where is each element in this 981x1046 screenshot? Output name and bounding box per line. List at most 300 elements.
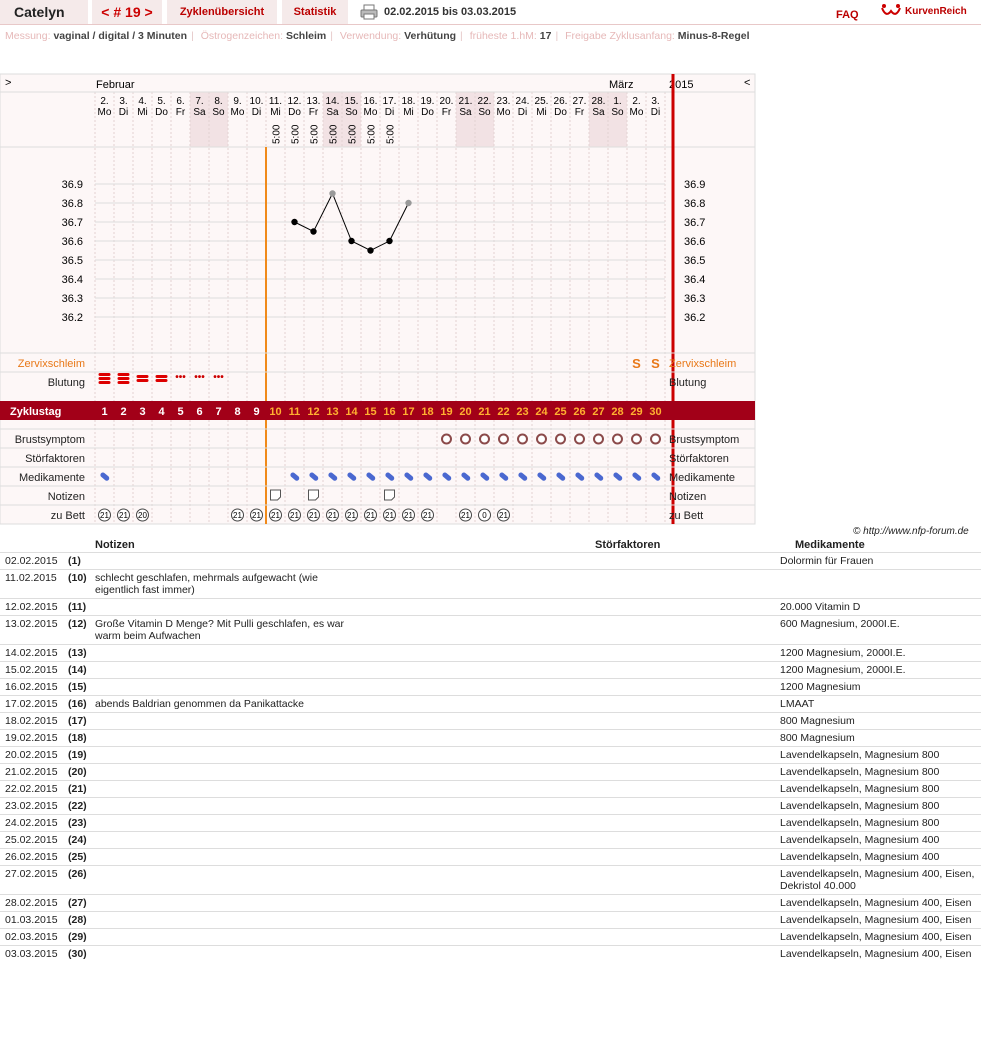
row-label: Blutung xyxy=(47,377,85,389)
tab-cycle-overview[interactable]: Zyklenübersicht xyxy=(167,0,277,24)
cycle-day-number: 1 xyxy=(101,406,108,418)
info-value: Verhütung xyxy=(404,30,457,42)
bedtime-value: 21 xyxy=(119,511,128,520)
row-label: Zervixschleim xyxy=(17,358,85,370)
time-label: 5:00 xyxy=(328,124,340,144)
cycle-day-number: 30 xyxy=(649,406,662,418)
y-tick-label: 36.5 xyxy=(61,255,83,267)
table-row xyxy=(0,945,981,963)
weekday-label: Fr xyxy=(574,107,585,118)
bedtime-value: 21 xyxy=(290,511,299,520)
table-row xyxy=(0,661,981,679)
bleeding-icon xyxy=(99,381,111,384)
row-label: Notizen xyxy=(47,491,85,503)
row-medication: Lavendelkapseln, Magnesium 400, Eisen xyxy=(780,914,972,926)
row-note: schlecht geschlafen, mehrmals aufgewacht (wie eigentlich fast immer) xyxy=(95,572,318,596)
temperature-point xyxy=(329,190,335,196)
row-note: abends Baldrian genommen da Panikattacke xyxy=(95,698,304,710)
weekday-label: Sa xyxy=(326,107,339,118)
row-medication: LMAAT xyxy=(780,698,815,710)
date-label: 5. xyxy=(157,96,166,107)
cycle-day-number: 21 xyxy=(478,406,491,418)
row-cycle-day: (14) xyxy=(68,664,87,676)
weekday-label: Sa xyxy=(193,107,206,118)
y-tick-label: 36.9 xyxy=(61,179,83,191)
weekday-label: Mo xyxy=(363,107,378,118)
cycle-day-number: 11 xyxy=(288,406,301,418)
month-label: März xyxy=(609,79,634,91)
date-label: 2. xyxy=(100,96,109,107)
cycle-day-number: 22 xyxy=(497,406,510,418)
row-date: 13.02.2015 xyxy=(5,618,58,630)
row-cycle-day: (1) xyxy=(68,555,81,567)
cycle-day-number: 7 xyxy=(215,406,222,418)
row-medication: Dolormin für Frauen xyxy=(780,555,874,567)
row-medication: Lavendelkapseln, Magnesium 800 xyxy=(780,800,940,812)
table-row xyxy=(0,644,981,662)
table-row xyxy=(0,695,981,713)
info-value: 17 xyxy=(539,30,552,42)
note-icon xyxy=(385,490,395,500)
row-label: zu Bett xyxy=(50,510,85,522)
date-label: 8. xyxy=(214,96,223,107)
row-date: 03.03.2015 xyxy=(5,948,58,960)
info-key: Verwendung: xyxy=(339,30,402,42)
y-tick-label: 36.2 xyxy=(61,312,83,324)
top-bar xyxy=(0,0,981,25)
cycle-day-number: 24 xyxy=(535,406,548,418)
row-cycle-day: (22) xyxy=(68,800,87,812)
table-row xyxy=(0,712,981,730)
cycle-day-number: 10 xyxy=(269,406,282,418)
date-label: 4. xyxy=(138,96,147,107)
bedtime-value: 21 xyxy=(347,511,356,520)
cycle-day-number: 23 xyxy=(516,406,529,418)
row-cycle-day: (24) xyxy=(68,834,87,846)
bedtime-value: 21 xyxy=(100,511,109,520)
breast-symptom-icon xyxy=(556,435,565,444)
row-date: 21.02.2015 xyxy=(5,766,58,778)
bedtime-value: 21 xyxy=(271,511,280,520)
cycle-day-number: 20 xyxy=(459,406,472,418)
logo-text[interactable]: KurvenReich xyxy=(905,6,967,17)
date-label: 18. xyxy=(401,96,416,107)
breast-symptom-icon xyxy=(480,435,489,444)
weekday-label: Fr xyxy=(441,107,452,118)
row-medication: Lavendelkapseln, Magnesium 800 xyxy=(780,783,940,795)
row-medication: Lavendelkapseln, Magnesium 400, Eisen, Dekristol 40.000 xyxy=(780,868,975,892)
row-medication: Lavendelkapseln, Magnesium 400, Eisen xyxy=(780,897,972,909)
temperature-point xyxy=(291,219,297,225)
date-label: 22. xyxy=(477,96,492,107)
y-tick-label: 36.6 xyxy=(61,236,83,248)
row-date: 20.02.2015 xyxy=(5,749,58,761)
bedtime-value: 21 xyxy=(366,511,375,520)
y-tick-label: 36.2 xyxy=(684,312,706,324)
cycle-day-number: 26 xyxy=(573,406,586,418)
table-row xyxy=(0,848,981,866)
row-medication: 800 Magnesium xyxy=(780,732,855,744)
bedtime-value: 21 xyxy=(385,511,394,520)
row-medication: Lavendelkapseln, Magnesium 400, Eisen xyxy=(780,931,972,943)
table-row xyxy=(0,894,981,912)
row-medication: Lavendelkapseln, Magnesium 800 xyxy=(780,766,940,778)
date-label: 7. xyxy=(195,96,204,107)
row-date: 14.02.2015 xyxy=(5,647,58,659)
weekday-label: Mo xyxy=(496,107,511,118)
row-cycle-day: (27) xyxy=(68,897,87,909)
date-label: 25. xyxy=(534,96,549,107)
bleeding-spot-icon: ••• xyxy=(175,372,186,383)
date-label: 12. xyxy=(287,96,302,107)
row-cycle-day: (13) xyxy=(68,647,87,659)
cycle-day-number: 29 xyxy=(630,406,643,418)
bedtime-value: 21 xyxy=(233,511,242,520)
row-date: 01.03.2015 xyxy=(5,914,58,926)
row-medication: 1200 Magnesium, 2000I.E. xyxy=(780,647,906,659)
weekday-label: Di xyxy=(118,107,129,118)
breast-symptom-icon xyxy=(594,435,603,444)
row-note: Große Vitamin D Menge? Mit Pulli geschlafen, es war warm beim Aufwachen xyxy=(95,618,344,642)
row-label: Brustsymptom xyxy=(669,434,740,446)
row-cycle-day: (16) xyxy=(68,698,87,710)
y-tick-label: 36.4 xyxy=(684,274,706,286)
row-medication: Lavendelkapseln, Magnesium 800 xyxy=(780,817,940,829)
cycle-day-label: Zyklustag xyxy=(10,406,62,418)
date-label: 15. xyxy=(344,96,359,107)
note-icon xyxy=(309,490,319,500)
info-key: früheste 1.hM: xyxy=(469,30,537,42)
date-label: 20. xyxy=(439,96,454,107)
row-date: 15.02.2015 xyxy=(5,664,58,676)
month-label: Februar xyxy=(96,79,135,91)
weekday-label: Mo xyxy=(230,107,245,118)
row-cycle-day: (29) xyxy=(68,931,87,943)
row-cycle-day: (23) xyxy=(68,817,87,829)
weekday-label: Di xyxy=(517,107,528,118)
weekday-label: So xyxy=(611,107,624,118)
bleeding-icon xyxy=(118,381,130,384)
cycle-day-number: 17 xyxy=(402,406,415,418)
row-cycle-day: (15) xyxy=(68,681,87,693)
cycle-navigator[interactable]: < # 19 > xyxy=(92,0,162,24)
time-label: 5:00 xyxy=(271,124,283,144)
bleeding-icon xyxy=(118,377,130,380)
date-label: 9. xyxy=(233,96,242,107)
table-row xyxy=(0,928,981,946)
date-label: 14. xyxy=(325,96,340,107)
info-key: Messung: xyxy=(5,30,51,42)
weekday-label: Mi xyxy=(270,107,281,118)
table-row xyxy=(0,746,981,764)
row-label: zu Bett xyxy=(669,510,704,522)
row-cycle-day: (28) xyxy=(68,914,87,926)
table-row xyxy=(0,780,981,798)
time-label: 5:00 xyxy=(309,124,321,144)
date-label: 21. xyxy=(458,96,473,107)
date-label: 16. xyxy=(363,96,378,107)
cycle-day-number: 18 xyxy=(421,406,434,418)
user-name: Catelyn xyxy=(0,0,88,24)
row-label: Zervixschleim xyxy=(669,358,737,370)
date-label: 10. xyxy=(249,96,264,107)
cycle-day-number: 12 xyxy=(307,406,320,418)
date-label: 3. xyxy=(651,96,660,107)
date-label: 27. xyxy=(572,96,587,107)
date-label: 11. xyxy=(268,96,283,107)
breast-symptom-icon xyxy=(613,435,622,444)
row-medication: 1200 Magnesium, 2000I.E. xyxy=(780,664,906,676)
bedtime-value: 21 xyxy=(328,511,337,520)
bedtime-value: 21 xyxy=(252,511,261,520)
bedtime-value: 21 xyxy=(499,511,508,520)
bleeding-icon xyxy=(156,379,168,382)
weekday-label: Fr xyxy=(175,107,186,118)
bedtime-value: 21 xyxy=(309,511,318,520)
bleeding-spot-icon: ••• xyxy=(194,372,205,383)
row-medication: Lavendelkapseln, Magnesium 400 xyxy=(780,834,940,846)
table-row xyxy=(0,814,981,832)
row-medication: Lavendelkapseln, Magnesium 400 xyxy=(780,851,940,863)
breast-symptom-icon xyxy=(651,435,660,444)
row-cycle-day: (10) xyxy=(68,572,87,584)
row-cycle-day: (12) xyxy=(68,618,87,630)
row-medication: 600 Magnesium, 2000I.E. xyxy=(780,618,900,630)
cycle-day-number: 13 xyxy=(326,406,339,418)
y-tick-label: 36.3 xyxy=(61,293,83,305)
table-row xyxy=(0,911,981,929)
y-tick-label: 36.8 xyxy=(684,198,706,210)
date-label: 23. xyxy=(496,96,511,107)
date-label: 24. xyxy=(515,96,530,107)
row-label: Blutung xyxy=(669,377,707,389)
info-key: Östrogenzeichen: xyxy=(200,30,284,42)
bedtime-value: 21 xyxy=(461,511,470,520)
time-label: 5:00 xyxy=(290,124,302,144)
date-label: 28. xyxy=(591,96,606,107)
row-label: Störfaktoren xyxy=(25,453,85,465)
table-row xyxy=(0,615,981,645)
weekday-label: So xyxy=(212,107,225,118)
row-date: 27.02.2015 xyxy=(5,868,58,880)
table-row xyxy=(0,865,981,895)
table-row xyxy=(0,678,981,696)
row-date: 17.02.2015 xyxy=(5,698,58,710)
bedtime-value: 21 xyxy=(423,511,432,520)
row-date: 16.02.2015 xyxy=(5,681,58,693)
bleeding-icon xyxy=(99,377,111,380)
note-icon xyxy=(271,490,281,500)
printer-icon[interactable] xyxy=(360,4,378,20)
breast-symptom-icon xyxy=(575,435,584,444)
weekday-label: Mi xyxy=(403,107,414,118)
y-tick-label: 36.5 xyxy=(684,255,706,267)
time-label: 5:00 xyxy=(385,124,397,144)
row-medication: Lavendelkapseln, Magnesium 400, Eisen xyxy=(780,948,972,960)
weekday-label: Do xyxy=(554,107,567,118)
row-medication: 1200 Magnesium xyxy=(780,681,861,693)
cycle-day-number: 4 xyxy=(158,406,165,418)
weekday-label: Do xyxy=(288,107,301,118)
bleeding-spot-icon: ••• xyxy=(213,372,224,383)
nav-prev-icon: > xyxy=(5,77,12,89)
row-cycle-day: (17) xyxy=(68,715,87,727)
table-row xyxy=(0,569,981,599)
tab-statistics[interactable]: Statistik xyxy=(282,0,348,24)
faq-link[interactable]: FAQ xyxy=(836,9,859,21)
mucus-icon: S xyxy=(632,356,641,371)
y-tick-label: 36.4 xyxy=(61,274,83,286)
row-date: 24.02.2015 xyxy=(5,817,58,829)
table-row xyxy=(0,552,981,570)
row-date: 02.03.2015 xyxy=(5,931,58,943)
row-cycle-day: (18) xyxy=(68,732,87,744)
weekday-label: Fr xyxy=(308,107,319,118)
temperature-point xyxy=(348,238,354,244)
row-date: 18.02.2015 xyxy=(5,715,58,727)
temperature-point xyxy=(386,238,392,244)
bleeding-icon xyxy=(137,375,149,378)
date-label: 13. xyxy=(306,96,321,107)
weekday-label: So xyxy=(478,107,491,118)
cycle-day-number: 14 xyxy=(345,406,358,418)
date-label: 6. xyxy=(176,96,185,107)
y-tick-label: 36.7 xyxy=(684,217,706,229)
weekday-label: Sa xyxy=(592,107,605,118)
y-tick-label: 36.9 xyxy=(684,179,706,191)
weekday-label: Do xyxy=(421,107,434,118)
info-value: Schleim xyxy=(285,30,327,42)
weekday-label: Di xyxy=(251,107,262,118)
weekday-label: Di xyxy=(384,107,395,118)
row-label: Medikamente xyxy=(18,472,85,484)
bleeding-icon xyxy=(156,375,168,378)
bleeding-icon xyxy=(118,373,130,376)
weekday-label: Di xyxy=(650,107,661,118)
row-date: 11.02.2015 xyxy=(5,572,57,584)
date-range: 02.02.2015 bis 03.03.2015 xyxy=(384,6,517,18)
row-label: Medikamente xyxy=(669,472,736,484)
date-label: 17. xyxy=(382,96,397,107)
date-label: 1. xyxy=(613,96,622,107)
cycle-chart xyxy=(0,74,760,534)
row-cycle-day: (19) xyxy=(68,749,87,761)
cycle-day-number: 5 xyxy=(177,406,184,418)
mucus-icon: S xyxy=(651,356,660,371)
breast-symptom-icon xyxy=(537,435,546,444)
copyright: © http://www.nfp-forum.de xyxy=(853,526,969,537)
row-label: Notizen xyxy=(669,491,707,503)
breast-symptom-icon xyxy=(499,435,508,444)
row-date: 12.02.2015 xyxy=(5,601,58,613)
row-date: 26.02.2015 xyxy=(5,851,58,863)
bedtime-value: 20 xyxy=(138,511,147,520)
breast-symptom-icon xyxy=(442,435,451,444)
cycle-day-number: 19 xyxy=(440,406,453,418)
cycle-day-number: 9 xyxy=(253,406,260,418)
weekday-label: Mo xyxy=(629,107,644,118)
y-tick-label: 36.8 xyxy=(61,198,83,210)
nav-next-icon: < xyxy=(744,77,751,89)
table-row xyxy=(0,598,981,616)
time-label: 5:00 xyxy=(366,124,378,144)
cycle-day-number: 2 xyxy=(120,406,127,418)
cycle-day-number: 25 xyxy=(554,406,567,418)
bleeding-icon xyxy=(99,373,111,376)
row-date: 28.02.2015 xyxy=(5,897,58,909)
weekday-label: So xyxy=(345,107,358,118)
row-cycle-day: (20) xyxy=(68,766,87,778)
time-label: 5:00 xyxy=(347,124,359,144)
row-medication: 800 Magnesium xyxy=(780,715,855,727)
temperature-point xyxy=(367,247,373,253)
weekday-label: Mo xyxy=(97,107,112,118)
breast-symptom-icon xyxy=(632,435,641,444)
weekday-label: Mi xyxy=(536,107,547,118)
date-label: 19. xyxy=(420,96,435,107)
kurvenreich-logo-icon[interactable] xyxy=(880,2,902,20)
row-date: 19.02.2015 xyxy=(5,732,58,744)
disturbance-header: Störfaktoren xyxy=(595,539,661,551)
weekday-label: Mi xyxy=(137,107,148,118)
row-date: 23.02.2015 xyxy=(5,800,58,812)
breast-symptom-icon xyxy=(461,435,470,444)
temperature-point xyxy=(310,228,316,234)
temperature-point xyxy=(405,200,411,206)
notes-header: Notizen xyxy=(95,539,135,551)
weekday-label: Do xyxy=(155,107,168,118)
cycle-day-number: 6 xyxy=(196,406,203,418)
row-cycle-day: (25) xyxy=(68,851,87,863)
cycle-day-number: 28 xyxy=(611,406,624,418)
cycle-day-number: 8 xyxy=(234,406,241,418)
cycle-day-number: 16 xyxy=(383,406,396,418)
table-row xyxy=(0,831,981,849)
year-label: 2015 xyxy=(669,79,694,91)
info-value: vaginal / digital / 3 Minuten xyxy=(53,30,188,42)
row-label: Störfaktoren xyxy=(669,453,729,465)
cycle-day-number: 3 xyxy=(139,406,146,418)
weekday-label: Sa xyxy=(459,107,472,118)
date-label: 26. xyxy=(553,96,568,107)
medication-header: Medikamente xyxy=(795,539,865,551)
cycle-info-bar: Messung: vaginal / digital / 3 Minuten | Östrogenzeichen: Schleim | Verwendung: Verhütung | früheste 1.hM: 17 | Freigabe Zyklusanfang: Minus-8-Regel xyxy=(5,30,750,42)
breast-symptom-icon xyxy=(518,435,527,444)
date-label: 3. xyxy=(119,96,128,107)
row-medication: Lavendelkapseln, Magnesium 800 xyxy=(780,749,940,761)
bedtime-value: 21 xyxy=(404,511,413,520)
row-cycle-day: (11) xyxy=(68,601,87,613)
row-date: 22.02.2015 xyxy=(5,783,58,795)
y-tick-label: 36.3 xyxy=(684,293,706,305)
row-date: 25.02.2015 xyxy=(5,834,58,846)
row-cycle-day: (26) xyxy=(68,868,87,880)
date-label: 2. xyxy=(632,96,641,107)
table-row xyxy=(0,763,981,781)
row-medication: 20.000 Vitamin D xyxy=(780,601,861,613)
row-cycle-day: (21) xyxy=(68,783,87,795)
row-date: 02.02.2015 xyxy=(5,555,58,567)
chart-background xyxy=(0,74,755,524)
table-row xyxy=(0,797,981,815)
cycle-day-number: 15 xyxy=(364,406,377,418)
cycle-day-number: 27 xyxy=(592,406,605,418)
info-value: Minus-8-Regel xyxy=(677,30,750,42)
bedtime-value: 0 xyxy=(482,511,487,520)
bleeding-icon xyxy=(137,379,149,382)
info-key: Freigabe Zyklusanfang: xyxy=(565,30,675,42)
table-row xyxy=(0,729,981,747)
